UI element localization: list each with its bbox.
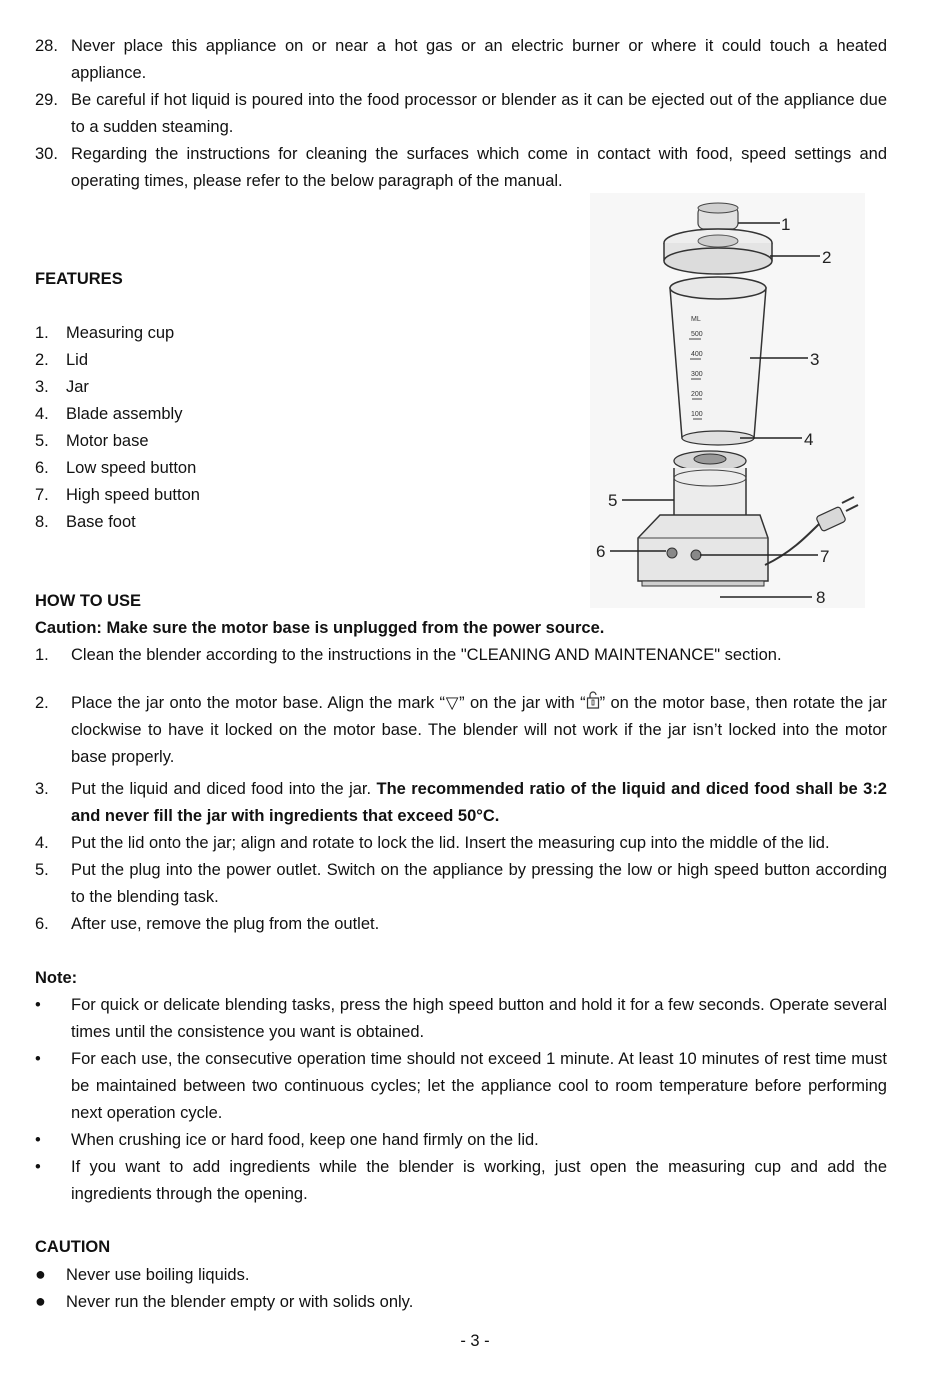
caution-text: Never use boiling liquids.: [66, 1266, 250, 1284]
step-item: [35, 690, 887, 771]
step-text-part: ” on the motor base, then rotate the jar clockwise to have it locked on the motor base. The blender will not work if the jar isn’t locked into the motor base properly.: [71, 694, 887, 766]
feature-item: [35, 509, 136, 536]
note-text: When crushing ice or hard food, keep one hand firmly on the lid.: [71, 1131, 539, 1149]
scale-label: 100: [691, 411, 703, 418]
bullet-icon: ●: [35, 1264, 46, 1284]
feature-label: Jar: [66, 378, 89, 396]
caution-text: Never run the blender empty or with solids only.: [66, 1293, 414, 1311]
note-text: For quick or delicate blending tasks, press the high speed button and hold it for a few seconds. Operate several times until the consistence you want is obtained.: [71, 996, 887, 1041]
page-number: - 3 -: [460, 1332, 490, 1350]
item-number: 28.: [35, 37, 58, 55]
callout-6: 6: [596, 542, 606, 561]
callout-1: 1: [781, 215, 791, 234]
step-item: [35, 911, 887, 938]
how-to-use-heading: HOW TO USE: [35, 592, 142, 610]
step-number: 2.: [35, 694, 49, 712]
blender-diagram: [590, 193, 865, 608]
step-text-part: Put the liquid and diced food into the jar.: [71, 780, 377, 798]
step-item: [35, 857, 887, 911]
callout-7: 7: [820, 547, 830, 566]
item-text: Regarding the instructions for cleaning the surfaces which come in contact with food, speed settings and operating times, please refer to the below paragraph of the manual.: [71, 145, 887, 190]
safety-item: [35, 33, 887, 87]
step-text: [71, 690, 887, 771]
step-number: 3.: [35, 780, 49, 798]
item-number: 3.: [35, 378, 49, 396]
callout-3: 3: [810, 350, 820, 369]
callout-2: 2: [822, 248, 832, 267]
item-number: 4.: [35, 405, 49, 423]
safety-item: [35, 87, 887, 141]
feature-label: Low speed button: [66, 459, 197, 477]
note-item: [35, 1154, 887, 1208]
step-text: Clean the blender according to the instructions in the "CLEANING AND MAINTENANCE" section.: [71, 646, 782, 664]
bullet-icon: •: [35, 1131, 41, 1149]
scale-label: 300: [691, 371, 703, 378]
step-item: [35, 830, 887, 857]
step-item: [35, 642, 887, 669]
bullet-icon: •: [35, 1050, 41, 1068]
item-number: 29.: [35, 91, 58, 109]
feature-item: [35, 401, 182, 428]
step-text-bold: The recommended ratio of the liquid and diced food shall be 3:2 and never fill the jar with ingredients that exceed 50°C.: [71, 780, 887, 825]
note-text: For each use, the consecutive operation time should not exceed 1 minute. At least 10 minutes of rest time must be maintained between two continuous cycles; let the appliance cool to room temperature before performing next operation cycle.: [71, 1050, 887, 1122]
feature-label: Measuring cup: [66, 324, 175, 342]
item-number: 7.: [35, 486, 49, 504]
note-heading: Note:: [35, 969, 78, 987]
item-number: 30.: [35, 145, 58, 163]
caution-item: [35, 1261, 249, 1289]
caution-heading: CAUTION: [35, 1238, 111, 1256]
feature-item: [35, 374, 89, 401]
feature-item: [35, 347, 88, 374]
feature-item: [35, 320, 174, 347]
safety-item: [35, 141, 887, 195]
step-text: Put the lid onto the jar; align and rotate to lock the lid. Insert the measuring cup into the middle of the lid.: [71, 834, 830, 852]
feature-item: [35, 482, 200, 509]
item-number: 1.: [35, 324, 49, 342]
item-text: Never place this appliance on or near a hot gas or an electric burner or where it could touch a heated appliance.: [71, 37, 887, 82]
caution-item: [35, 1288, 413, 1316]
step-number: 6.: [35, 915, 49, 933]
item-number: 5.: [35, 432, 49, 450]
scale-label: ML: [691, 316, 701, 323]
features-heading: FEATURES: [35, 270, 123, 288]
measuring-cup-shape: [698, 203, 738, 229]
callout-5: 5: [608, 491, 618, 510]
step-text: After use, remove the plug from the outlet.: [71, 915, 380, 933]
callout-4: 4: [804, 430, 814, 449]
scale-label: 200: [691, 391, 703, 398]
feature-label: Base foot: [66, 513, 136, 531]
step-item: [35, 776, 887, 830]
jar-shape: [670, 277, 766, 445]
step-text: Put the plug into the power outlet. Switch on the appliance by pressing the low or high speed button according to the blending task.: [71, 861, 887, 906]
scale-label: 400: [691, 351, 703, 358]
note-item: [35, 992, 887, 1046]
bullet-icon: ●: [35, 1291, 46, 1311]
feature-label: Motor base: [66, 432, 149, 450]
note-item: [35, 1046, 887, 1127]
step-text: [71, 776, 887, 830]
feature-item: [35, 455, 196, 482]
step-number: 1.: [35, 646, 49, 664]
bullet-icon: •: [35, 996, 41, 1014]
lock-symbol-icon: [586, 690, 600, 710]
item-number: 8.: [35, 513, 49, 531]
item-number: 6.: [35, 459, 49, 477]
lid-shape: [664, 229, 772, 274]
feature-item: [35, 428, 149, 455]
bullet-icon: •: [35, 1158, 41, 1176]
scale-label: 500: [691, 331, 703, 338]
how-to-use-caution: Caution: Make sure the motor base is unplugged from the power source.: [35, 619, 605, 637]
note-text: If you want to add ingredients while the blender is working, just open the measuring cup and add the ingredients through the opening.: [71, 1158, 887, 1203]
item-number: 2.: [35, 351, 49, 369]
step-text-part: Place the jar onto the motor base. Align the mark “▽” on the jar with “: [71, 694, 586, 712]
item-text: Be careful if hot liquid is poured into the food processor or blender as it can be ejected out of the appliance due to a sudden steaming.: [71, 91, 887, 136]
step-number: 5.: [35, 861, 49, 879]
feature-label: Lid: [66, 351, 89, 369]
feature-label: Blade assembly: [66, 405, 183, 423]
note-item: [35, 1127, 887, 1154]
feature-label: High speed button: [66, 486, 200, 504]
step-number: 4.: [35, 834, 49, 852]
callout-8: 8: [816, 588, 826, 607]
